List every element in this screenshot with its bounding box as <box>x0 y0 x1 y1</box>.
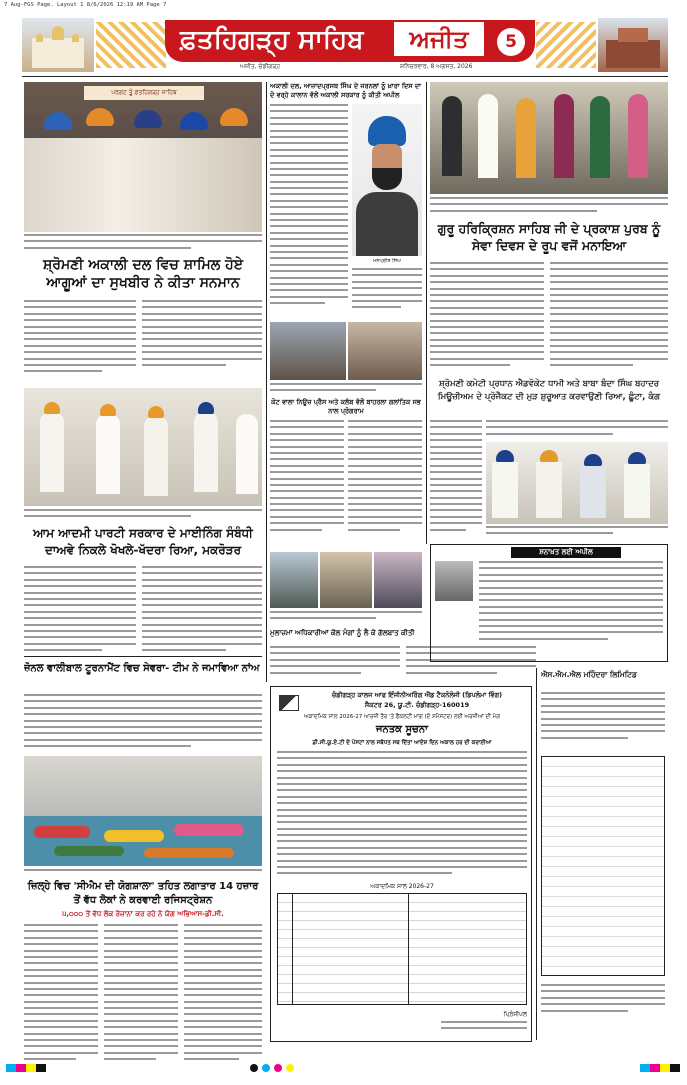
appeal-title: ਸ਼ਨਾਖ਼ਤ ਲਈ ਅਪੀਲ <box>511 547 621 558</box>
photo-banner: ਪਰਗਟ ਤੂੰ ਫ਼ਤਹਿਗੜ੍ਹ ਸਾਹਿਬ <box>84 86 204 100</box>
sgpc-headline: ਸ਼੍ਰੋਮਣੀ ਕਮੇਟੀ ਪ੍ਰਧਾਨ ਐਡਵੋਕੇਟ ਧਾਮੀ ਅਤੇ ਬਾਬਾ ਬੰਦਾ ਸਿੰਘ ਬਹਾਦਰ ਮਿਊਜ਼ੀਅਮ ਦੇ ਪ੍ਰੋਜੈਕਟ ਦੀ ਮੁੜ ਸ਼ੁਰੂਆਤ ਕਰਵਾਉਣੀ ਰਿਆ, ਛੂੰਟਾ, ਕੰਗ <box>437 379 661 402</box>
mill-title: ਐਸ.ਐਮ.ਐਲ ਮਹਿੰਦਰਾ ਲਿਮਿਟਿਡ <box>541 670 637 679</box>
sgpc-photo-caption <box>486 526 668 539</box>
culture-photo-1 <box>270 322 346 380</box>
gurpurab-photo <box>430 82 668 194</box>
zonal-headline: ਜ਼ੋਨਲ ਵਾਲੀਬਾਲ ਟੂਰਨਾਮੈਂਟ ਵਿਚ ਸੇਵਰਾ- ਟੀਮ ਨੇ ਜਮਾਵਿਆ ਨਾਂਅ <box>24 663 260 674</box>
masthead-paper-name: ਅਜੀਤ <box>394 22 484 56</box>
aap-event-photo <box>24 388 262 506</box>
mill-table <box>541 756 665 976</box>
notice-body <box>277 751 527 881</box>
mill-footer <box>541 984 665 1034</box>
portrait-caption: ਮਨਪ੍ਰੀਤ ਸਿੰਘ <box>373 258 401 264</box>
appeal-photo <box>435 561 473 601</box>
masthead-city: ਫ਼ਤਹਿਗੜ੍ਹ ਸਾਹਿਬ <box>180 25 364 55</box>
masthead-ornament-left <box>96 22 166 68</box>
portrait-photo <box>352 104 422 256</box>
yoga-photo <box>24 756 262 866</box>
gurpurab-story-body <box>430 262 544 374</box>
appeal-box <box>430 544 668 662</box>
yoga-headline: ਜ਼ਿਲ੍ਹੇ ਵਿਚ 'ਸੀਐਮ ਦੀ ਯੋਗਸ਼ਾਲਾ' ਤਹਿਤ ਲਗਾਤਾਰ 14 ਹਜ਼ਾਰ ਤੋਂ ਵੱਧ ਲੋਕਾਂ ਨੇ ਕਰਵਾਈ ਰਜਿਸਟ੍ਰੇਸ਼ਨ <box>27 881 259 906</box>
masthead-rule <box>22 76 668 77</box>
notice-title: ਜਨਤਕ ਸੂਚਨਾ <box>376 724 428 735</box>
column-rule-left <box>266 82 267 682</box>
culture-headline: ਕੋਟ ਵਾਲਾ ਨਿਊਜ਼ ਪ੍ਰੈਸ ਅਤੇ ਕਲੱਬ ਵੱਲੋਂ ਬਾਹਰਲਾ ਗਲਾਂਤਿਕ ਸਭ ਨਾਲ ਪ੍ਰੋਗਰਾਮ <box>271 398 421 415</box>
masthead-ornament-right <box>536 22 596 68</box>
akali-headline: ਸ਼੍ਰੋਮਣੀ ਅਕਾਲੀ ਦਲ ਵਿਚ ਸ਼ਾਮਿਲ ਹੋਏ ਆਗੂਆਂ ਦਾ ਸੁਖਬੀਰ ਨੇ ਕੀਤਾ ਸਨਮਾਨ <box>42 257 244 291</box>
officials-photo-1 <box>270 552 318 608</box>
sgpc-story-body <box>430 420 482 542</box>
notice-tagline: ਡੀ.ਸੀ.ਯੂ.ਏ.ਟੀ ਦੇ ਪੋਸਟਾਂ ਨਾਲ ਸਬੰਧਤ ਸਬ ਦਿੱਤਾ ਆਦੇਸ਼ ਦਿਨ ਅਕਾਲ ਹਰ ਦੀ ਕਰਾਈਆ <box>312 740 492 746</box>
officials-story-body <box>270 646 400 680</box>
masthead-photo-right <box>598 18 668 72</box>
mill-body <box>541 692 665 752</box>
mid-story-body-col2 <box>352 268 422 318</box>
akali-event-photo <box>24 82 262 232</box>
akali-story-body <box>24 300 136 376</box>
yoga-story-body <box>24 924 98 1066</box>
culture-story-body-col2 <box>348 420 422 544</box>
culture-photo-2 <box>348 322 422 380</box>
sgpc-photo <box>486 442 668 524</box>
yoga-story-body-col2 <box>104 924 178 1066</box>
yoga-photo-caption <box>24 869 262 875</box>
officials-headline: ਮੁਲਾਜ਼ਮਾਂ ਅਧਿਕਾਰੀਆਂ ਕੋਲ ਮੰਗਾਂ ਨੂੰ ਲੈ ਕੇ ਗੱਲਬਾਤ ਕੀਤੀ <box>270 629 415 637</box>
mill-notice <box>536 668 668 1040</box>
notice-subline: ਅਕਾਦਮਿਕ ਸਾਲ 2026-27 ਆਰਜ਼ੀ ਤੌਰ 'ਤੇ ਫੈਕਲਟੀ ਮਾਂਗ (ਦੋ ਸਮੈਸਟਰ) ਲਈ ਅਰਜ਼ੀਆਂ ਦੀ ਮੰਗ <box>303 714 501 720</box>
edition-label: ਅਜੀਤ, ਚੰਡੀਗੜ੍ਹ <box>240 63 281 70</box>
divider <box>24 656 262 657</box>
sgpc-story-body-col2 <box>486 420 668 440</box>
officials-caption <box>270 611 422 624</box>
column-rule-mid <box>426 82 427 544</box>
mid-story-body <box>270 104 348 314</box>
gurpurab-headline: ਗੁਰੂ ਹਰਿਕ੍ਰਿਸ਼ਨ ਸਾਹਿਬ ਜੀ ਦੇ ਪ੍ਰਕਾਸ਼ ਪੁਰਬ ਨੂੰ ਸੇਵਾ ਦਿਵਸ ਦੇ ਰੂਪ ਵਜੋਂ ਮਨਾਇਆ <box>437 221 661 253</box>
masthead <box>0 12 687 74</box>
aap-story-body-col2 <box>142 566 262 654</box>
yoga-story-body-col3 <box>184 924 262 1066</box>
gurpurab-photo-caption <box>430 197 668 216</box>
yoga-subhead: ੫,੦੦੦ ਤੋਂ ਵੱਧ ਲੋਕ ਰੋਜ਼ਾਨਾ ਕਰ ਰਹੇ ਨੇ ਯੋਗ ਅਭਿਆਸ-ਡੀ.ਸੀ. <box>62 910 224 918</box>
aap-story-body <box>24 566 136 654</box>
officials-photo-2 <box>320 552 372 608</box>
notice-signature <box>441 1021 527 1039</box>
print-registration-bar <box>0 1062 687 1076</box>
page-number: 5 <box>497 28 525 56</box>
akali-photo-caption <box>24 234 262 253</box>
gurpurab-story-body-col2 <box>550 262 668 374</box>
issue-date: ਸ਼ਨਿਚਰਵਾਰ, 8 ਅਗਸਤ, 2026 <box>400 63 473 70</box>
notice-footer: ਪ੍ਰਿੰਸੀਪਲ <box>503 1011 527 1018</box>
officials-photo-3 <box>374 552 422 608</box>
culture-caption <box>270 383 422 396</box>
akali-story-body-col2 <box>142 300 262 376</box>
mid-kicker: ਅਕਾਲੀ ਦਲ, ਆਜ਼ਾਦਪ੍ਰਸਥ ਸਿੰਘ ਦੇ ਜਰਨਲਾਂ ਨੂੰ ਖ਼ਾਰਾ ਦਿਸ ਦਾ ਦੋ ਵਰ੍ਹੇ ਕਾਲਾਨ ਵੱਲੋਂ ਅਕਾਲੀ ਸਰਕਾਰ ਨੂੰ ਕੀਤੀ ਅਪੀਲ <box>270 82 422 99</box>
college-name: ਚੰਡੀਗੜ੍ਹ ਕਾਲਜ ਆਫ ਇੰਜੀਨੀਅਰਿੰਗ ਐਂਡ ਟੈਕਨੋਲੋਜੀ (ਡਿਪਲੋਮਾ ਵਿੰਗ) <box>331 691 503 699</box>
college-address: ਸੈਕਟਰ 26, ਯੂ.ਟੀ. ਚੰਡੀਗੜ੍ਹ-160019 <box>364 701 470 709</box>
notice-table-heading: ਅਕਾਦਮਿਕ ਸਾਲ 2026-27 <box>370 883 434 890</box>
college-logo-icon <box>279 695 299 711</box>
notice-table <box>277 893 527 1005</box>
aap-photo-caption <box>24 509 262 522</box>
college-notice <box>270 686 532 1042</box>
zonal-story-body <box>24 694 262 754</box>
culture-story-body <box>270 420 344 544</box>
aap-headline: ਆਮ ਆਦਮੀ ਪਾਰਟੀ ਸਰਕਾਰ ਦੇ ਮਾਈਨਿੰਗ ਸੰਬੰਧੀ ਦਾਅਵੇ ਨਿਕਲੇ ਖੋਖਲੇ-ਖੱਦਰਾ ਰਿਆ, ਮਕਰੋੜਰ <box>33 526 253 557</box>
print-slug: 7 Aug-FGS Page. Layout 1 8/6/2026 12:19 AM Page 7 <box>4 2 167 8</box>
masthead-photo-left <box>22 18 94 72</box>
appeal-body <box>479 561 663 657</box>
